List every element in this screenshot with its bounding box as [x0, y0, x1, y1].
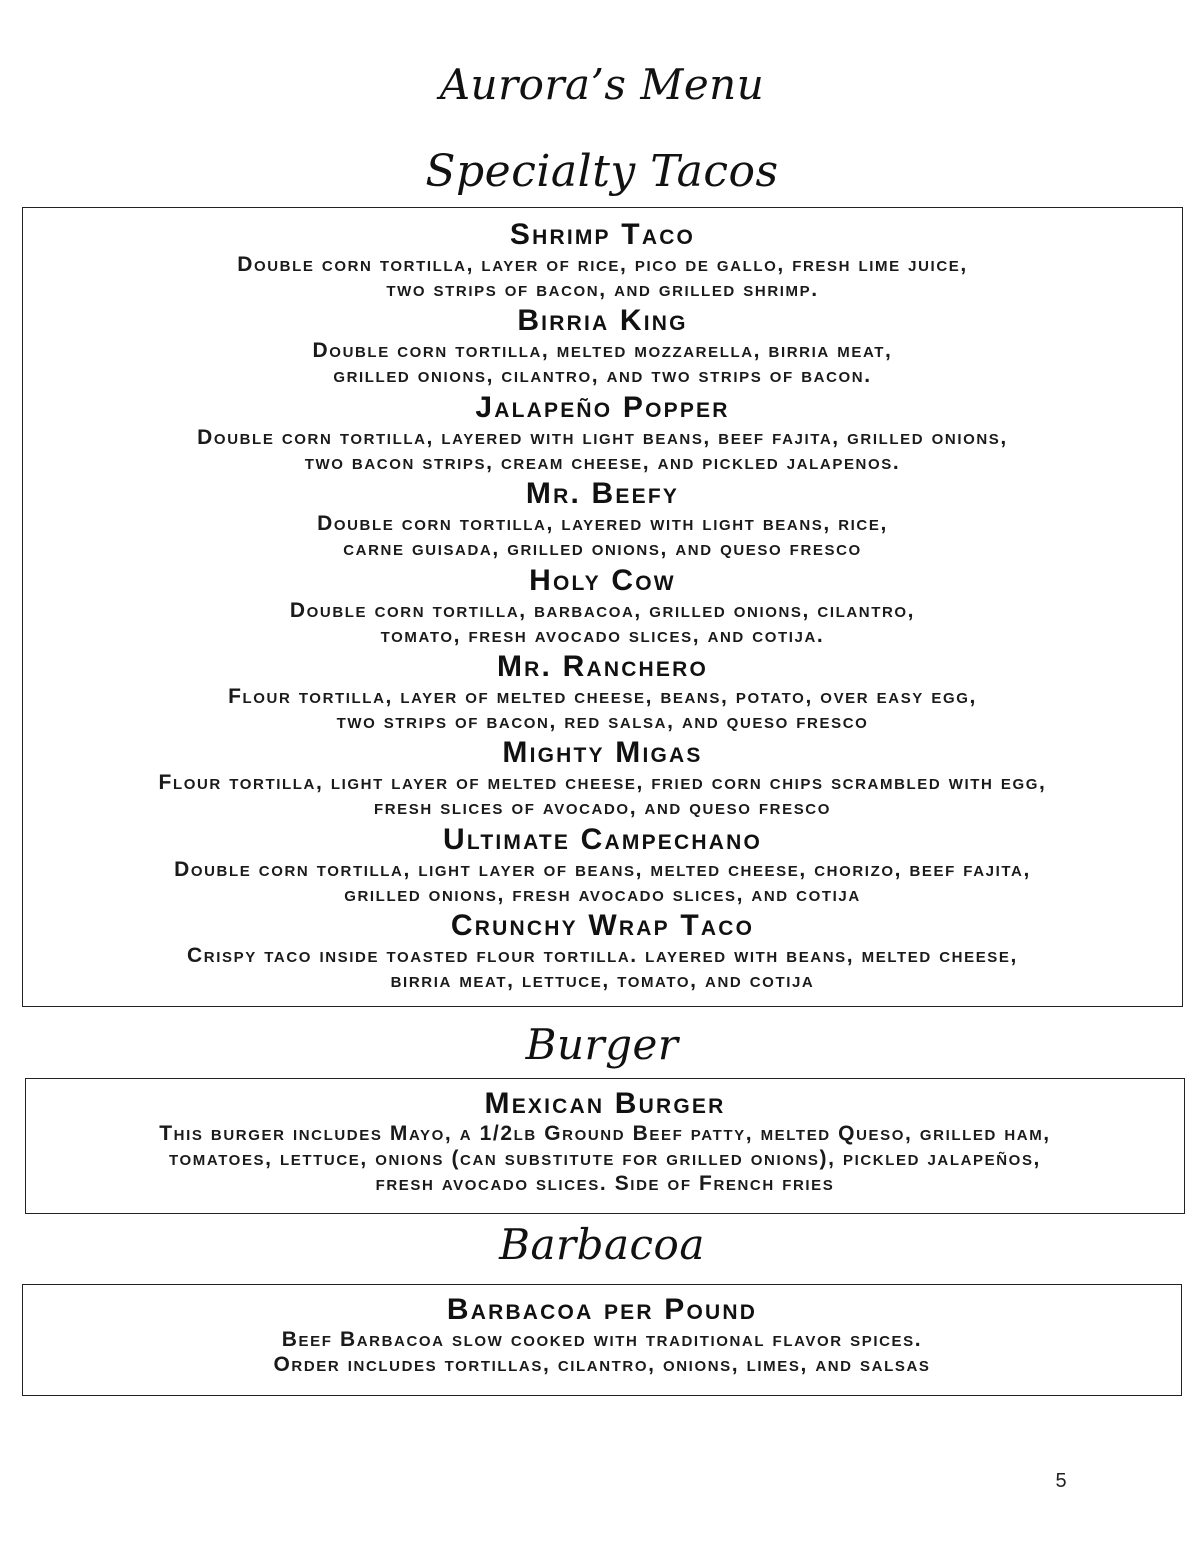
item-description-line: Flour tortilla, light layer of melted cheese, fried corn chips scrambled with egg,: [158, 771, 1047, 795]
menu-item-holy-cow: [23, 563, 1182, 654]
menu-item-mr-beefy: [23, 477, 1182, 567]
burger-box: [25, 1078, 1185, 1214]
item-description-line: Order includes tortillas, cilantro, onions, limes, and salsas: [273, 1353, 931, 1376]
barbacoa-box: [22, 1284, 1182, 1396]
item-description-line: Double corn tortilla, layered with light beans, beef fajita, grilled onions,: [197, 425, 1008, 449]
menu-item-birria-king: [23, 304, 1182, 394]
item-name: Mr. Beefy: [525, 477, 680, 511]
menu-item-crunchy-wrap-taco: [23, 909, 1182, 999]
item-name: Mexican Burger: [484, 1087, 726, 1120]
item-description-line: Crispy taco inside toasted flour tortilla. layered with beans, melted cheese,: [187, 944, 1018, 968]
item-description-line: fresh slices of avocado, and queso fresco: [373, 796, 832, 820]
menu-title: Aurora’s Menu: [439, 60, 765, 109]
item-description-line: Double corn tortilla, layered with light beans, rice,: [317, 512, 888, 536]
item-name: Birria King: [517, 304, 688, 338]
specialty-tacos-box: [22, 207, 1183, 1007]
menu-item-mr-ranchero: [23, 649, 1182, 740]
menu-item-barbacoa-per-pound: [23, 1293, 1181, 1377]
item-description-line: two bacon strips, cream cheese, and pickled jalapenos.: [304, 450, 901, 474]
item-name: Shrimp Taco: [509, 218, 696, 251]
item-description-line: Double corn tortilla, melted mozzarella, birria meat,: [312, 339, 893, 363]
item-description-line: fresh avocado slices. Side of French fries: [375, 1172, 835, 1195]
item-description-line: grilled onions, cilantro, and two strips of bacon.: [333, 364, 872, 388]
item-description-line: Flour tortilla, layer of melted cheese, beans, potato, over easy egg,: [228, 684, 977, 708]
item-description-line: This burger includes Mayo, a 1/2lb Ground Beef patty, melted Queso, grilled ham,: [159, 1122, 1051, 1145]
item-description-line: tomato, fresh avocado slices, and cotija.: [380, 623, 825, 647]
menu-item-ultimate-campechano: [23, 822, 1182, 913]
item-description-line: Double corn tortilla, layer of rice, pico de gallo, fresh lime juice,: [237, 253, 968, 276]
item-description-line: grilled onions, fresh avocado slices, and cotija: [344, 882, 861, 906]
item-name: Mighty Migas: [502, 736, 703, 770]
item-description-line: carne guisada, grilled onions, and queso fresco: [343, 537, 862, 561]
item-name: Jalapeño Popper: [475, 390, 730, 424]
section-heading-burger: Burger: [525, 1020, 679, 1069]
item-name: Mr. Ranchero: [496, 649, 709, 683]
item-name: Barbacoa per Pound: [446, 1293, 758, 1326]
item-description-line: birria meat, lettuce, tomato, and cotija: [390, 969, 815, 993]
page-number: 5: [1055, 1470, 1067, 1492]
section-heading-barbacoa: Barbacoa: [499, 1220, 705, 1269]
item-description-line: Double corn tortilla, barbacoa, grilled onions, cilantro,: [289, 598, 916, 622]
item-name: Holy Cow: [529, 563, 676, 597]
item-name: Crunchy Wrap Taco: [450, 909, 755, 943]
item-description-line: Beef Barbacoa slow cooked with traditional flavor spices.: [281, 1328, 923, 1351]
item-description-line: tomatoes, lettuce, onions (can substitute for grilled onions), pickled jalapeños,: [169, 1147, 1041, 1170]
menu-item-shrimp-taco: [23, 218, 1182, 308]
item-description-line: two strips of bacon, and grilled shrimp.: [386, 278, 819, 301]
item-name: Ultimate Campechano: [443, 822, 762, 856]
menu-item-mexican-burger: [26, 1087, 1184, 1196]
menu-item-mighty-migas: [23, 736, 1182, 826]
item-description-line: Double corn tortilla, light layer of beans, melted cheese, chorizo, beef fajita,: [174, 857, 1031, 881]
menu-item-jalapeno-popper: [23, 390, 1182, 481]
item-description-line: two strips of bacon, red salsa, and queso fresco: [336, 709, 869, 733]
section-heading-specialty-tacos: Specialty Tacos: [425, 146, 779, 197]
